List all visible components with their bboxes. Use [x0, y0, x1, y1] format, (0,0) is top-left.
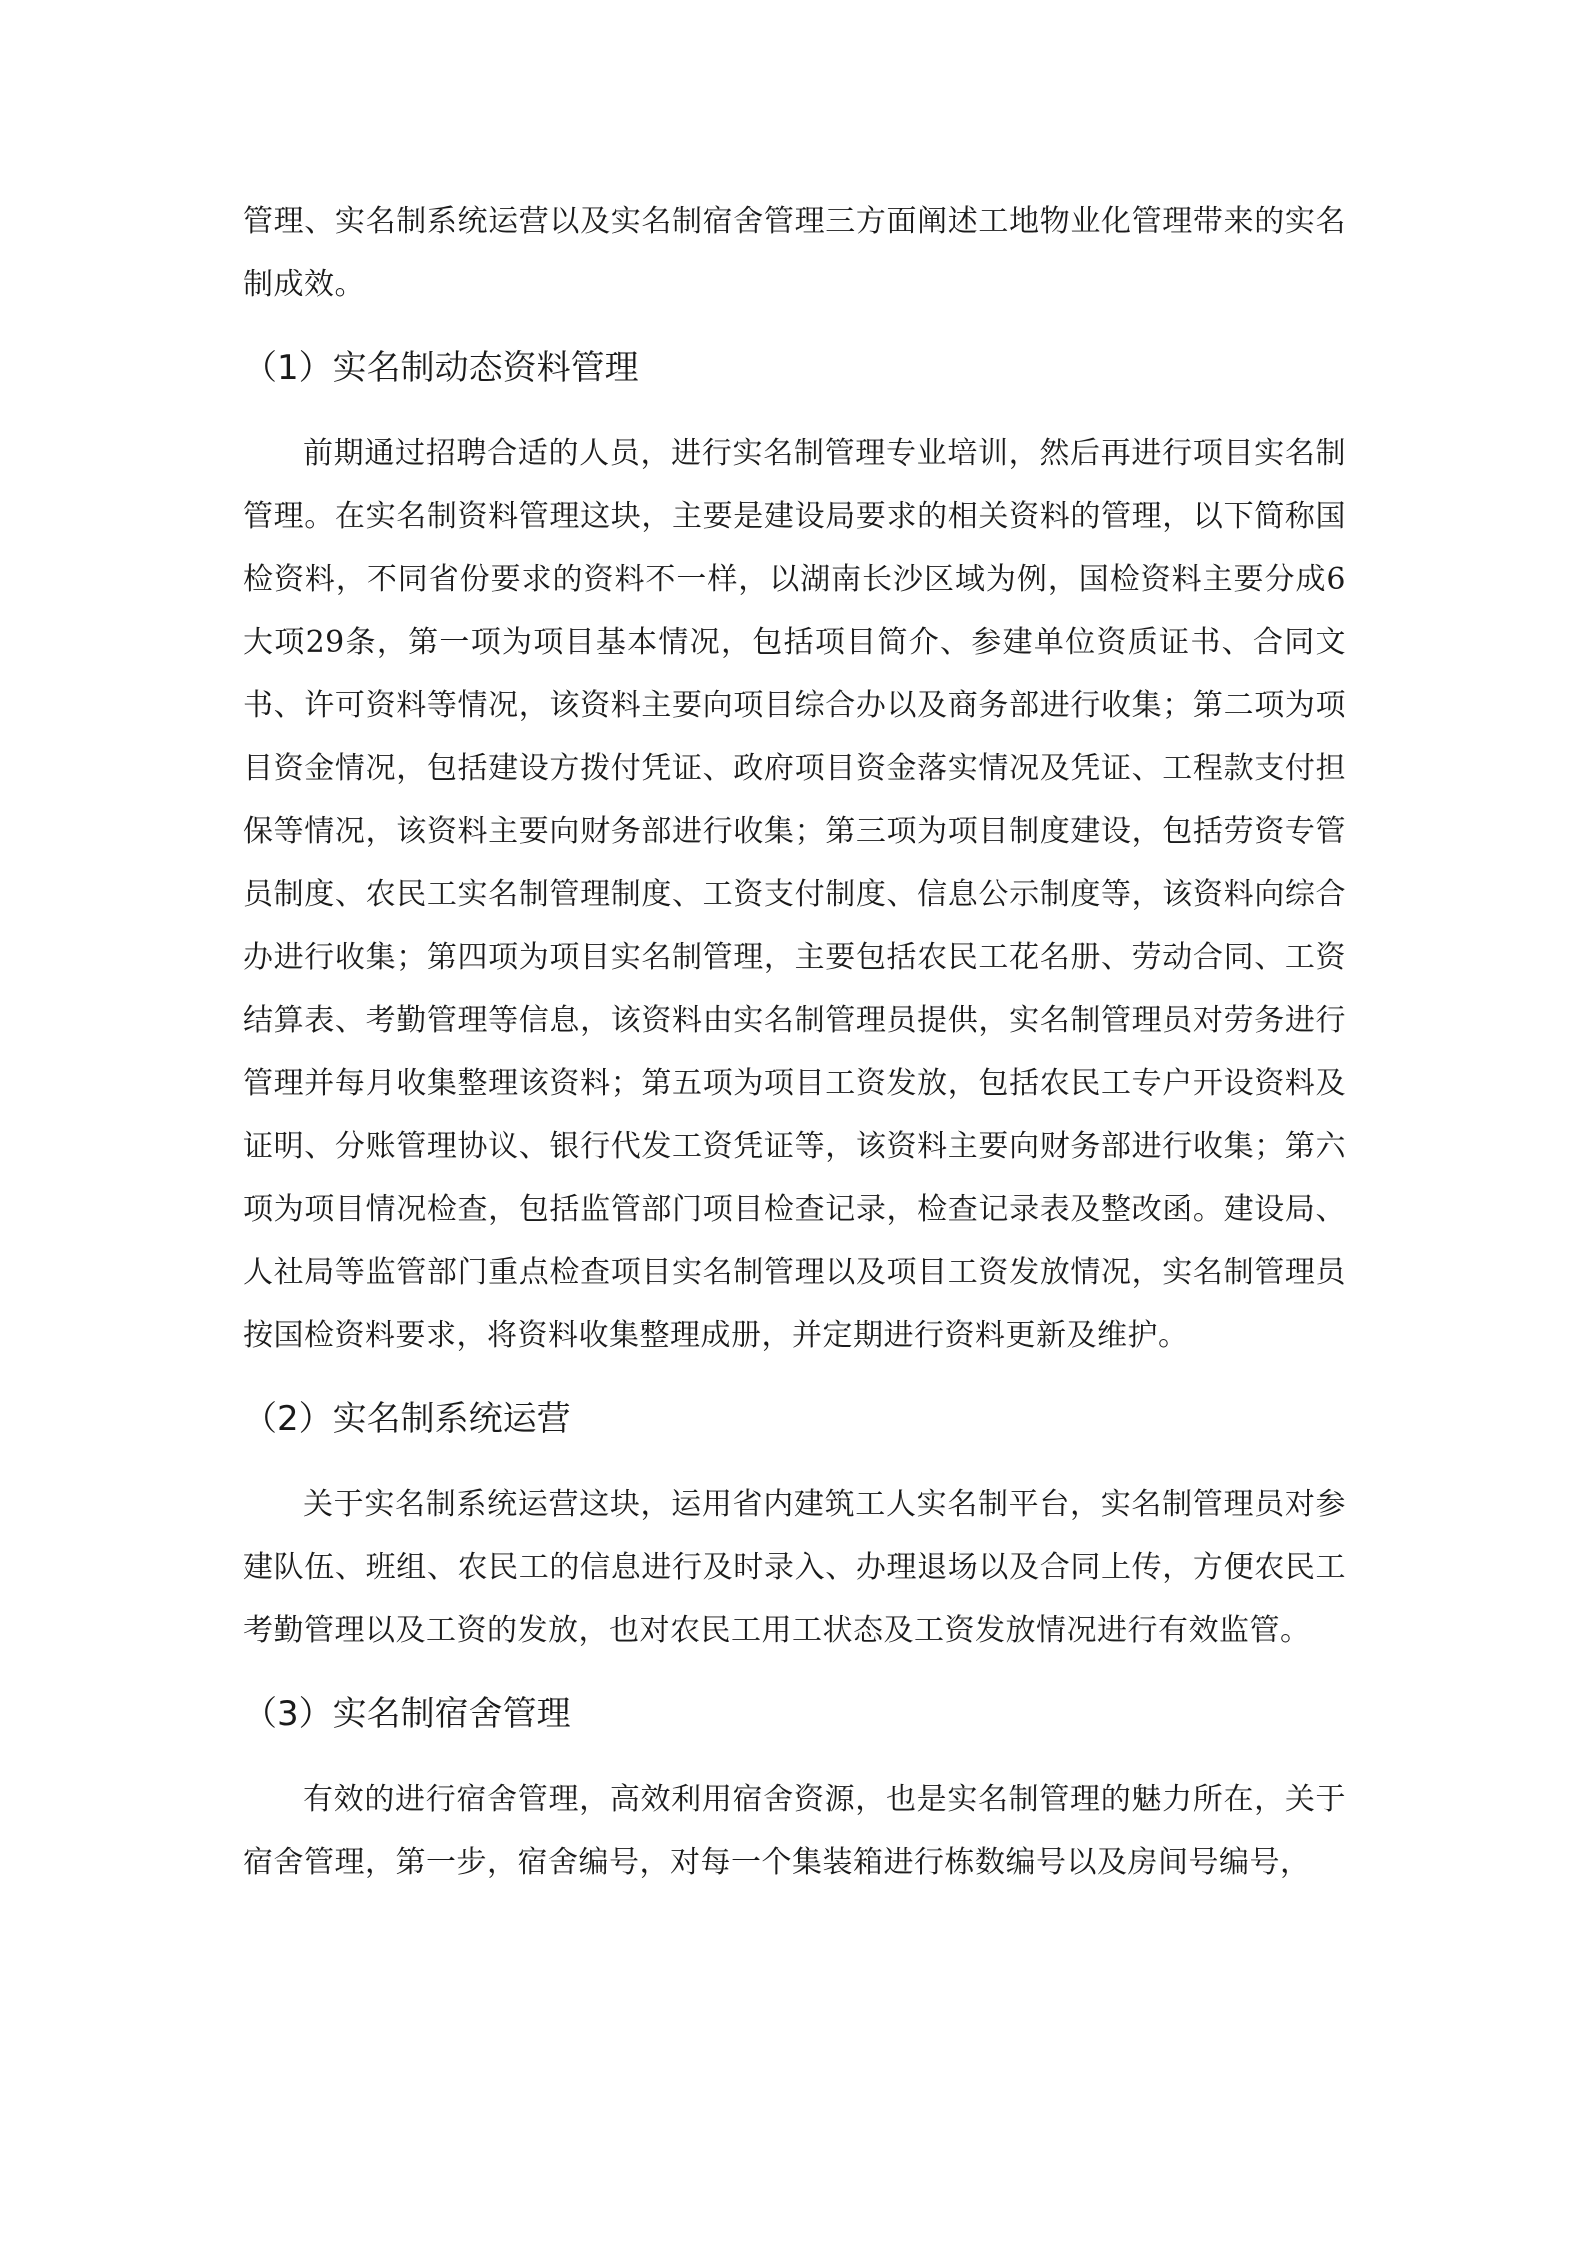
section-paragraph-1: 前期通过招聘合适的人员，进行实名制管理专业培训，然后再进行项目实名制管理。在实名制资料管理这块，主要是建设局要求的相关资料的管理，以下简称国检资料，不同省份要求的资料不一样，以湖南长沙区域为例，国检资料主要分成6大项29条，第一项为项目基本情况，包括项目简介、参建单位资质证书、合同文书、许可资料等情况，该资料主要向项目综合办以及商务部进行收集；第二项为项目资金情况，包括建设方拨付凭证、政府项目资金落实情况及凭证、工程款支付担保等情况，该资料主要向财务部进行收集；第三项为项目制度建设，包括劳资专管员制度、农民工实名制管理制度、工资支付制度、信息公示制度等，该资料向综合办进行收集；第四项为项目实名制管理，主要包括农民工花名册、劳动合同、工资结算表、考勤管理等信息，该资料由实名制管理员提供，实名制管理员对劳务进行管理并每月收集整理该资料；第五项为项目工资发放，包括农民工专户开设资料及证明、分账管理协议、银行代发工资凭证等，该资料主要向财务部进行收集；第六项为项目情况检查，包括监管部门项目检查记录，检查记录表及整改函。建设局、人社局等监管部门重点检查项目实名制管理以及项目工资发放情况，实名制管理员按国检资料要求，将资料收集整理成册，并定期进行资料更新及维护。: [243, 436, 1346, 1353]
section-paragraph-2: 关于实名制系统运营这块，运用省内建筑工人实名制平台，实名制管理员对参建队伍、班组、农民工的信息进行及时录入、办理退场以及合同上传，方便农民工考勤管理以及工资的发放，也对农民工用工状态及工资发放情况进行有效监管。: [243, 1487, 1346, 1648]
document-body: [243, 190, 1346, 1894]
intro-paragraph: 管理、实名制系统运营以及实名制宿舍管理三方面阐述工地物业化管理带来的实名制成效。: [243, 204, 1346, 302]
section-heading-2: （2）实名制系统运营: [243, 1399, 571, 1439]
section-heading-3: （3）实名制宿舍管理: [243, 1694, 571, 1734]
section-paragraph-3: 有效的进行宿舍管理，高效利用宿舍资源，也是实名制管理的魅力所在，关于宿舍管理，第一步，宿舍编号，对每一个集装箱进行栋数编号以及房间号编号，: [243, 1782, 1346, 1880]
section-heading-1: （1）实名制动态资料管理: [243, 348, 639, 388]
